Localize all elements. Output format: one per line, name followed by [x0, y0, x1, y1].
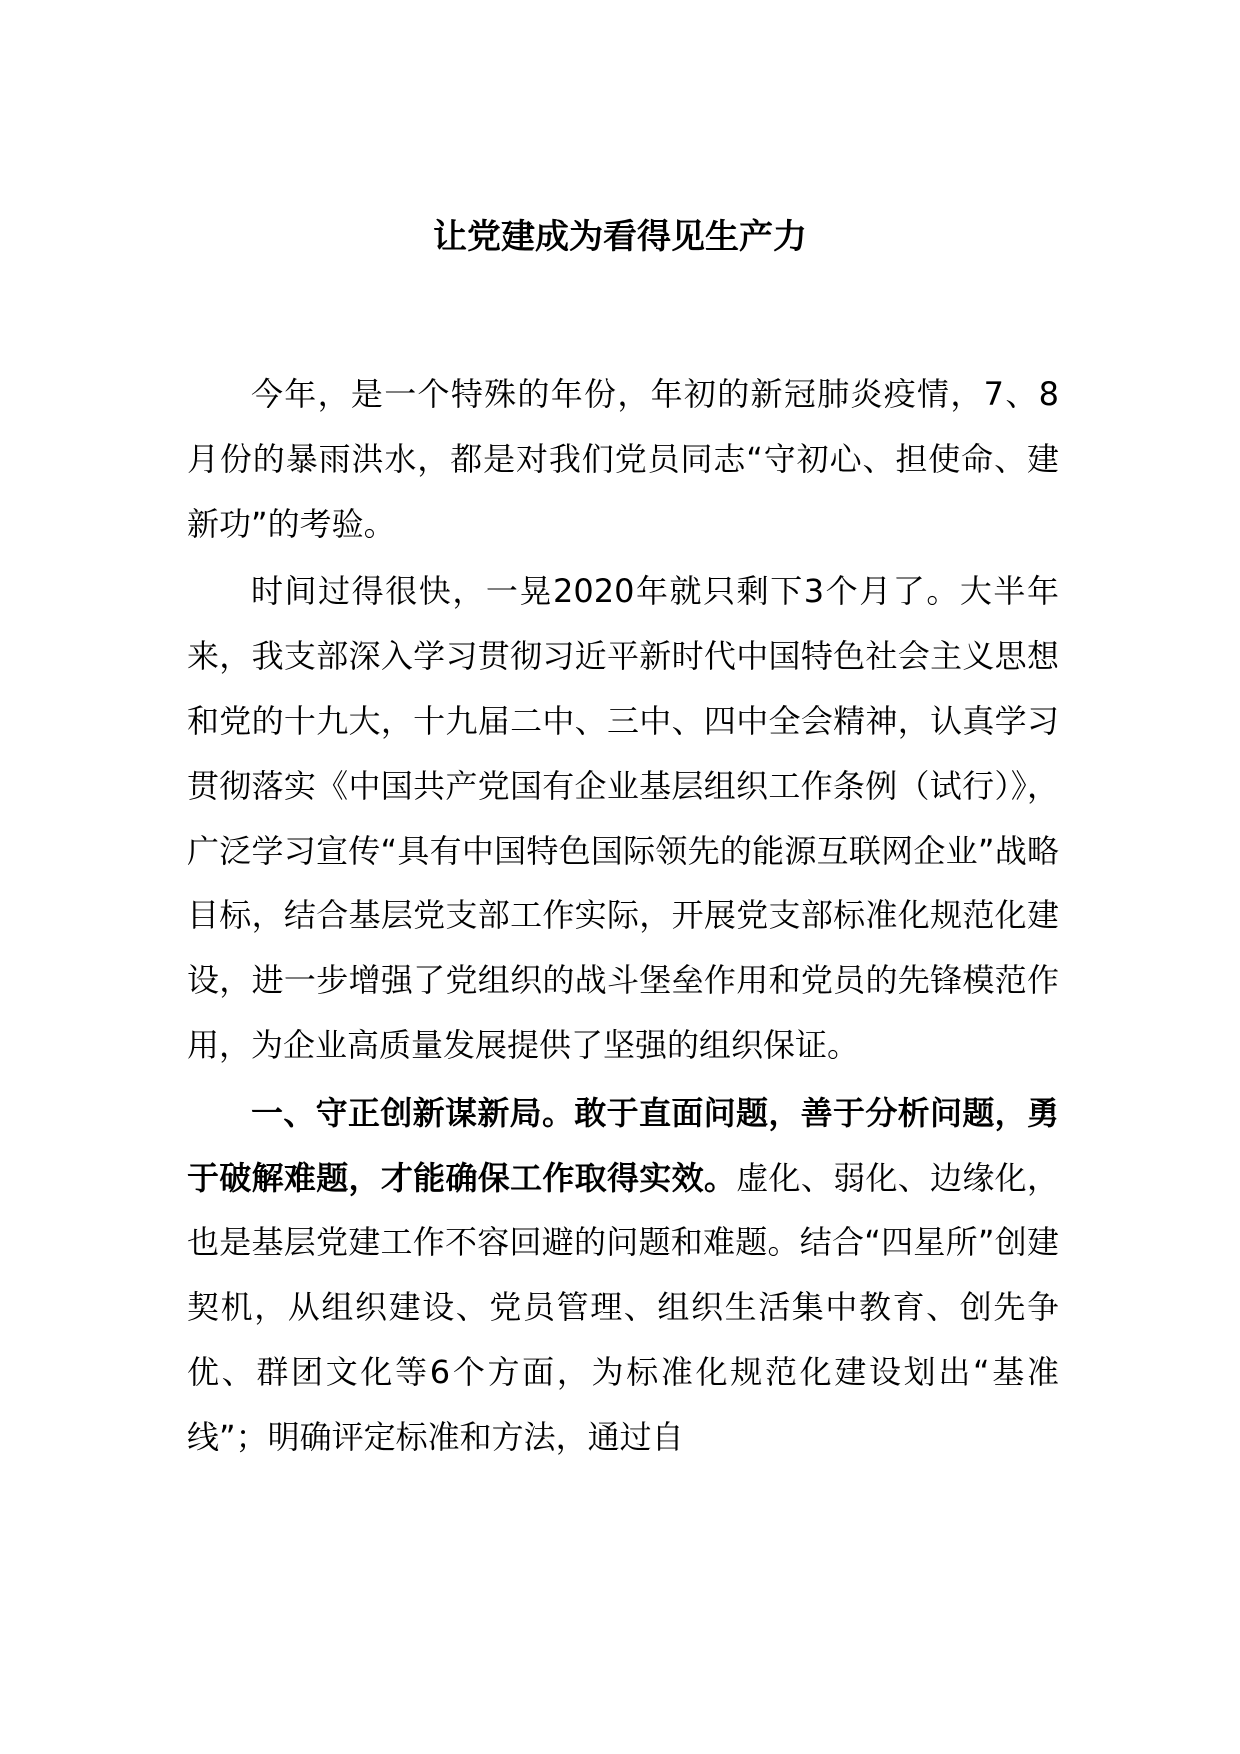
- document-title: 让党建成为看得见生产力: [433, 217, 807, 257]
- document-body: [187, 362, 1059, 1470]
- section-paragraph: [187, 1081, 1059, 1470]
- paragraph-text: 时间过得很快，一晃2020年就只剩下3个月了。大半年来，我支部深入学习贯彻习近平新时代中国特色社会主义思想和党的十九大，十九届二中、三中、四中全会精神，认真学习贯彻落实《中国共产党国有企业基层组织工作条例（试行）》，广泛学习宣传“具有中国特色国际领先的能源互联网企业”战略目标，结合基层党支部工作实际，开展党支部标准化规范化建设，进一步增强了党组织的战斗堡垒作用和党员的先锋模范作用，为企业高质量发展提供了坚强的组织保证。: [187, 572, 1059, 1064]
- paragraph: [187, 559, 1059, 1077]
- paragraph: [187, 362, 1059, 556]
- section-heading: 一、守正创新谋新局。敢于直面问题，善于分析问题，勇于破解难题，才能确保工作取得实效。: [187, 1093, 1059, 1197]
- paragraph-text: 虚化、弱化、边缘化，也是基层党建工作不容回避的问题和难题。结合“四星所”创建契机，从组织建设、党员管理、组织生活集中教育、创先争优、群团文化等6个方面，为标准化规范化建设划出“基准线”；明确评定标准和方法，通过自: [187, 1158, 1059, 1456]
- paragraph-text: 今年，是一个特殊的年份，年初的新冠肺炎疫情，7、8月份的暴雨洪水，都是对我们党员同志“守初心、担使命、建新功”的考验。: [187, 375, 1059, 543]
